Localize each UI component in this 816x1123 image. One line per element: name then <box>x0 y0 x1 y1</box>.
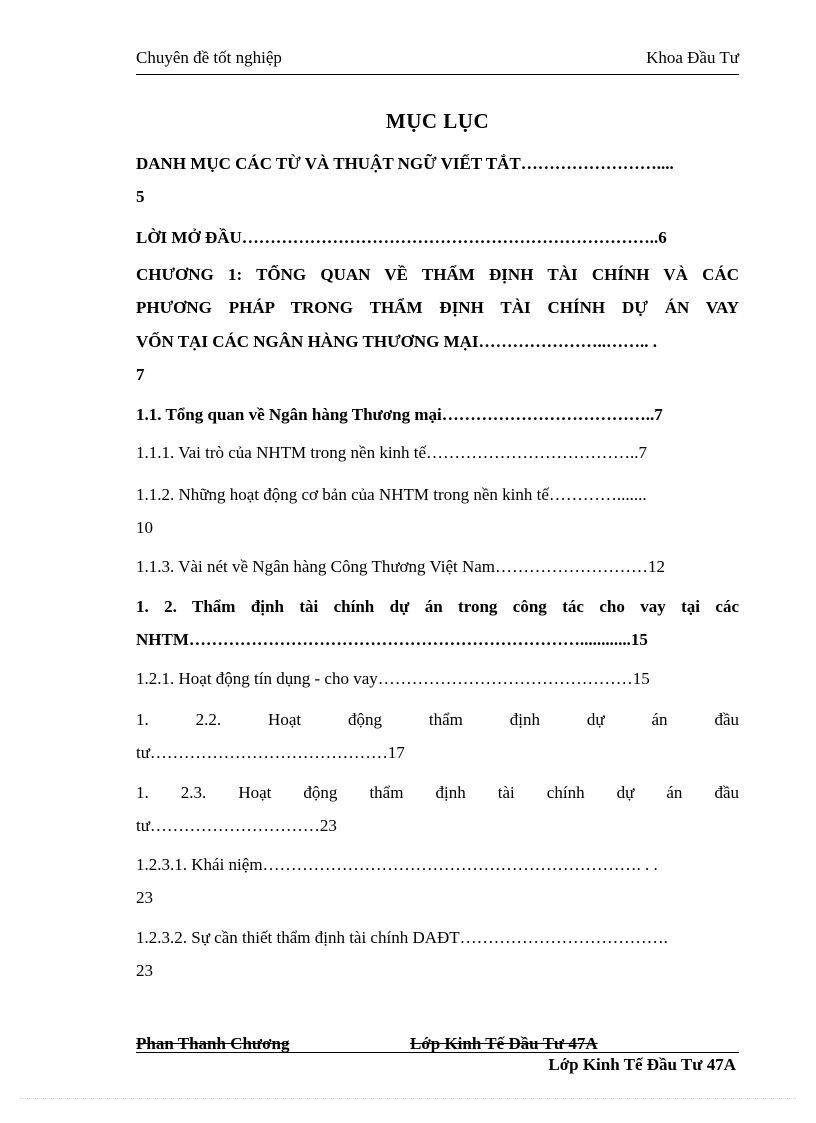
toc-entry: 1.1.3. Vài nét về Ngân hàng Công Thương Việt Nam………………………12 <box>136 557 666 576</box>
toc-entry: NHTM……………………………………………………………............15 <box>136 630 648 649</box>
toc-entry: 1.1.1. Vai trò của NHTM trong nền kinh tế………………………………..7 <box>136 443 648 462</box>
toc-entry-page: 23 <box>136 961 153 980</box>
toc-entry-page: 7 <box>136 365 145 384</box>
footer-author: Phan Thanh Chương <box>136 1034 290 1053</box>
page-footer <box>136 1034 739 1053</box>
toc-entry: 1. 2.2. Hoạt động thẩm định dự án đầu <box>136 710 739 729</box>
footer-class-bottom: Lớp Kinh Tế Đầu Tư 47A <box>548 1055 736 1074</box>
page-title: MỤC LỤC <box>385 109 490 133</box>
toc-entry: 1.1. Tổng quan về Ngân hàng Thương mại………………………………..7 <box>136 405 663 424</box>
toc-entry: 1.2.1. Hoạt động tín dụng - cho vay………………………………………15 <box>136 669 650 688</box>
toc-entry-page: 5 <box>136 187 145 206</box>
toc-entry: 1.1.2. Những hoạt động cơ bản của NHTM trong nền kinh tế…………....... <box>136 485 647 504</box>
toc-entry: LỜI MỞ ĐẦU………………………………………………………………..6 <box>136 228 667 247</box>
toc-entry: 1. 2. Thẩm định tài chính dự án trong công tác cho vay tại các <box>136 597 739 616</box>
toc-entry-page: 10 <box>136 518 153 537</box>
header-right: Khoa Đầu Tư <box>646 48 739 67</box>
toc-entry: tư…………………………23 <box>136 816 337 835</box>
toc-entry-page: 23 <box>136 888 153 907</box>
toc-entry: DANH MỤC CÁC TỪ VÀ THUẬT NGỮ VIẾT TẮT…………………….... <box>136 154 674 173</box>
footer-class-top: Lớp Kinh Tế Đầu Tư 47A <box>410 1034 598 1053</box>
header-left: Chuyên đề tốt nghiệp <box>136 48 282 67</box>
toc-entry: CHƯƠNG 1: TỔNG QUAN VỀ THẨM ĐỊNH TÀI CHÍNH VÀ CÁC <box>136 265 739 284</box>
toc-entry: 1.2.3.2. Sự cần thiết thẩm định tài chính DAĐT………………………………. <box>136 928 668 947</box>
toc-entry: PHƯƠNG PHÁP TRONG THẨM ĐỊNH TÀI CHÍNH DỰ ÁN VAY <box>136 298 739 317</box>
page-bottom-divider <box>20 1098 796 1099</box>
toc-entry: 1.2.3.1. Khái niệm…………………………………………………………. . . <box>136 855 658 874</box>
toc-entry: tư……………………………………17 <box>136 743 405 762</box>
toc-entry: 1. 2.3. Hoạt động thẩm định tài chính dự án đầu <box>136 783 739 802</box>
page-header <box>136 48 739 75</box>
toc-entry: VỐN TẠI CÁC NGÂN HÀNG THƯƠNG MẠI…………………..…….. . <box>136 332 658 351</box>
